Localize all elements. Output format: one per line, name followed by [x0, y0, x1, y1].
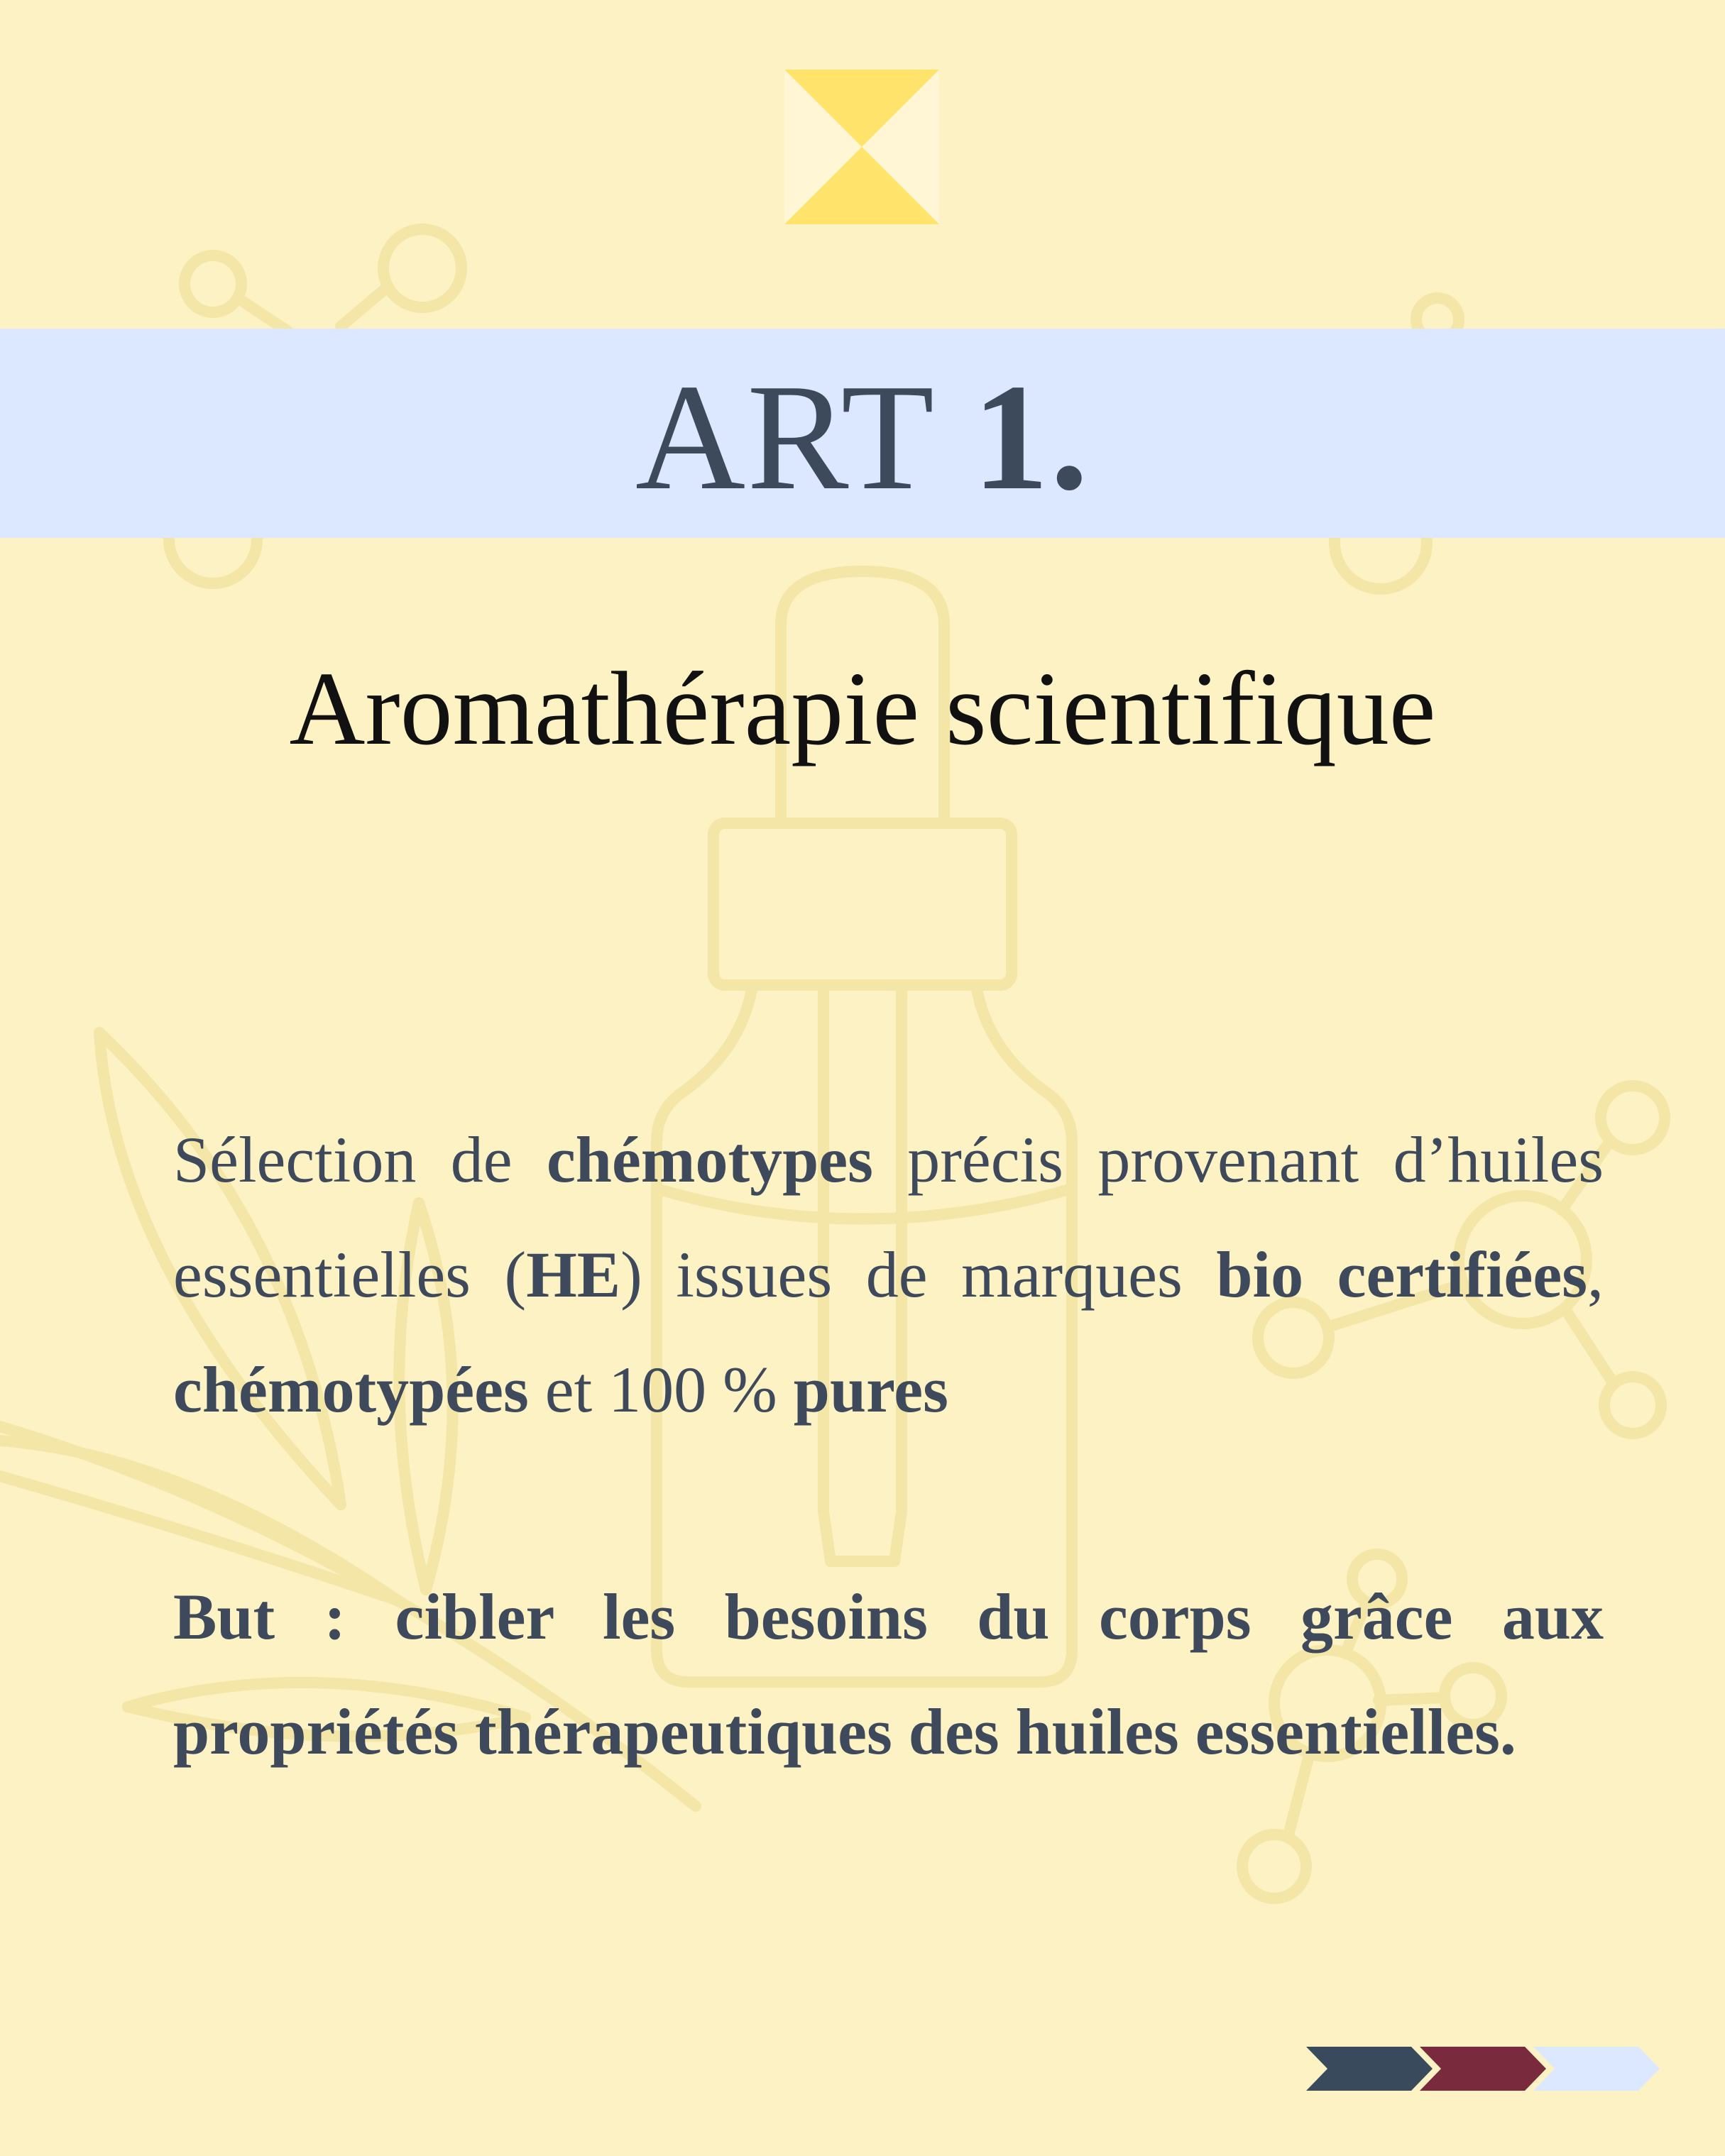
hourglass-logo-icon: [784, 70, 939, 224]
chevron-arrows-icon: [1306, 2047, 1661, 2091]
subtitle: Aromathérapie scientifique: [289, 651, 1436, 767]
page-title: ART 1.: [635, 352, 1090, 522]
description-paragraph: Sélection de chémotypes précis provenant d’huiles essentielles (HE) issues de marques bio certifiées, chémotypées et 100 % pures: [173, 1123, 1604, 1426]
title-banner: [0, 329, 1725, 538]
goal-paragraph: But : cibler les besoins du corps grâce aux propriétés thérapeutiques des huiles essentielles.: [173, 1580, 1604, 1768]
